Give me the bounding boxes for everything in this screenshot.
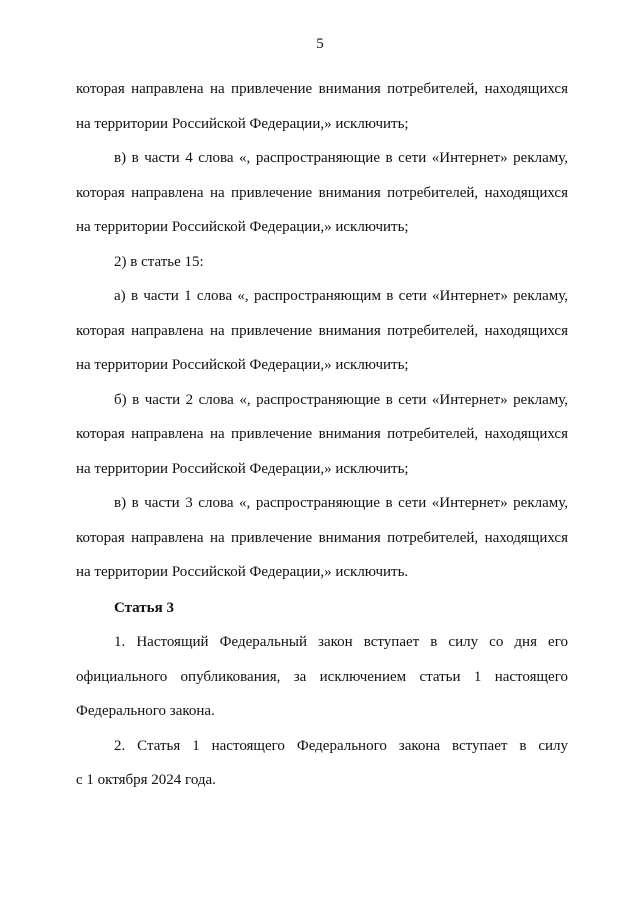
text-line: которая направлена на привлечение внимания потребителей, находящихся	[76, 81, 568, 97]
text-line: на территории Российской Федерации,» исключить;	[76, 460, 409, 477]
paragraph	[76, 245, 568, 280]
text-line: официального опубликования, за исключением статьи 1 настоящего	[76, 668, 568, 685]
text-line: на территории Российской Федерации,» исключить.	[76, 564, 409, 580]
text-line: которая направлена на привлечение внимания потребителей, находящихся	[76, 322, 568, 339]
page-number: 5	[316, 36, 324, 52]
text-line: которая направлена на привлечение внимания потребителей, находящихся	[76, 529, 568, 546]
text-line: которая направлена на привлечение внимания потребителей, находящихся	[76, 426, 568, 442]
text-line: б) в части 2 слова «, распространяющие в сети «Интернет» рекламу,	[114, 391, 568, 408]
text-line: 2. Статья 1 настоящего Федерального закона вступает в силу	[114, 737, 568, 754]
text-line: в) в части 3 слова «, распространяющие в сети «Интернет» рекламу,	[114, 495, 568, 511]
article-heading: Статья 3	[114, 599, 174, 616]
article-paragraph	[76, 625, 568, 729]
paragraph	[76, 72, 568, 141]
text-line: на территории Российской Федерации,» исключить;	[76, 219, 409, 235]
text-line: 1. Настоящий Федеральный закон вступает в силу со дня его	[114, 634, 568, 650]
text-line: на территории Российской Федерации,» исключить;	[76, 357, 409, 373]
article-paragraph	[76, 729, 568, 798]
text-line: которая направлена на привлечение внимания потребителей, находящихся	[76, 184, 568, 201]
paragraph	[76, 486, 568, 590]
text-line: в) в части 4 слова «, распространяющие в сети «Интернет» рекламу,	[114, 150, 568, 166]
paragraph	[76, 383, 568, 487]
text-line: с 1 октября 2024 года.	[76, 772, 216, 788]
document-body	[76, 72, 568, 798]
paragraph	[76, 141, 568, 245]
text-line: 2) в статье 15:	[114, 253, 204, 270]
text-line: на территории Российской Федерации,» исключить;	[76, 115, 409, 132]
paragraph	[76, 279, 568, 383]
text-line: Федерального закона.	[76, 703, 215, 719]
text-line: а) в части 1 слова «, распространяющим в сети «Интернет» рекламу,	[114, 288, 568, 304]
